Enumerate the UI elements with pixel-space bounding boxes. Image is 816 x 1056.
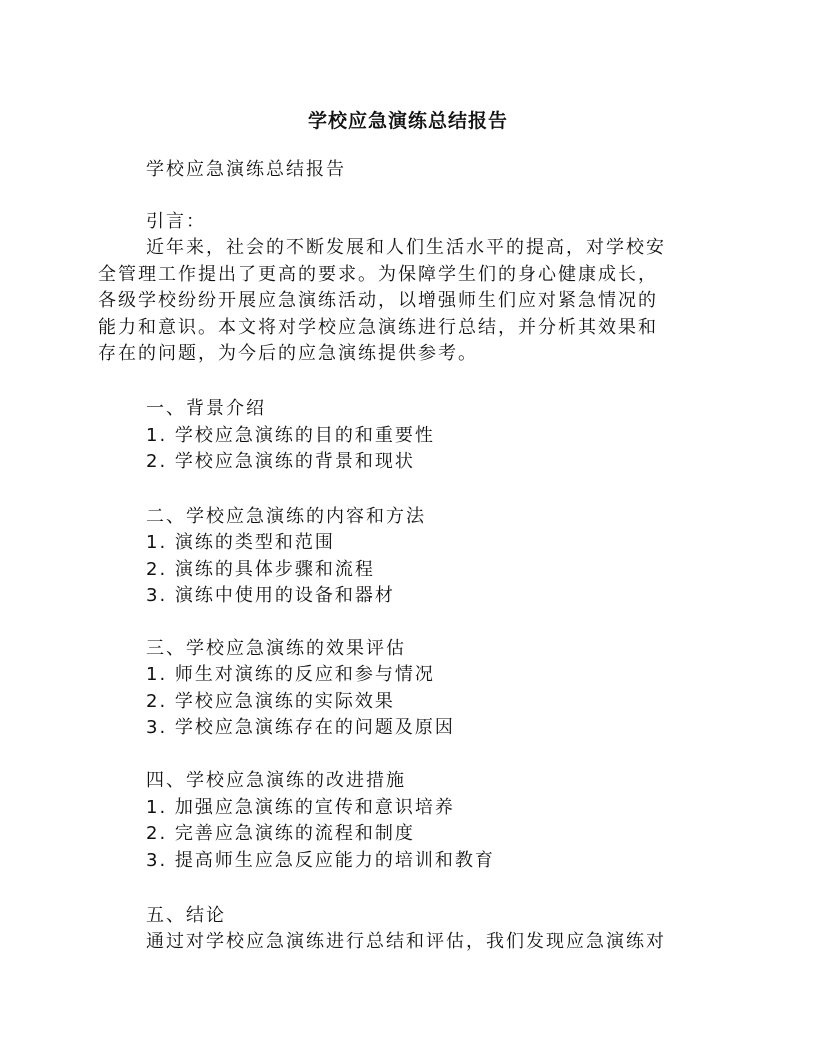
intro-paragraph-line: 近年来，社会的不断发展和人们生活水平的提高，对学校安 <box>146 237 666 258</box>
section-item: 1. 师生对演练的反应和参与情况 <box>146 664 435 685</box>
section-item: 1. 加强应急演练的宣传和意识培养 <box>146 797 455 818</box>
section-item: 2. 演练的具体步骤和流程 <box>146 559 375 580</box>
section-item: 2. 学校应急演练的背景和现状 <box>146 451 415 472</box>
section-item: 3. 演练中使用的设备和器材 <box>146 585 395 606</box>
section-item: 3. 提高师生应急反应能力的培训和教育 <box>146 850 495 871</box>
intro-paragraph-line: 各级学校纷纷开展应急演练活动，以增强师生们应对紧急情况的 <box>98 290 658 311</box>
section-item: 2. 完善应急演练的流程和制度 <box>146 823 415 844</box>
section-item: 2. 学校应急演练的实际效果 <box>146 691 395 712</box>
intro-heading: 引言： <box>146 211 206 232</box>
document-subtitle: 学校应急演练总结报告 <box>146 159 346 180</box>
section-heading-conclusion: 五、结论 <box>146 905 226 926</box>
section-item: 3. 学校应急演练存在的问题及原因 <box>146 717 455 738</box>
section-heading-content-methods: 二、学校应急演练的内容和方法 <box>146 506 426 527</box>
document-title: 学校应急演练总结报告 <box>307 110 508 132</box>
intro-paragraph-line: 能力和意识。本文将对学校应急演练进行总结，并分析其效果和 <box>98 317 658 338</box>
section-heading-effect-evaluation: 三、学校应急演练的效果评估 <box>146 638 406 659</box>
intro-paragraph-line: 全管理工作提出了更高的要求。为保障学生们的身心健康成长， <box>98 264 658 285</box>
intro-paragraph-line: 存在的问题，为今后的应急演练提供参考。 <box>98 343 478 364</box>
conclusion-paragraph-line: 通过对学校应急演练进行总结和评估，我们发现应急演练对 <box>146 931 666 952</box>
section-item: 1. 学校应急演练的目的和重要性 <box>146 425 435 446</box>
section-heading-background: 一、背景介绍 <box>146 398 266 419</box>
section-item: 1. 演练的类型和范围 <box>146 532 335 553</box>
section-heading-improvements: 四、学校应急演练的改进措施 <box>146 770 406 791</box>
